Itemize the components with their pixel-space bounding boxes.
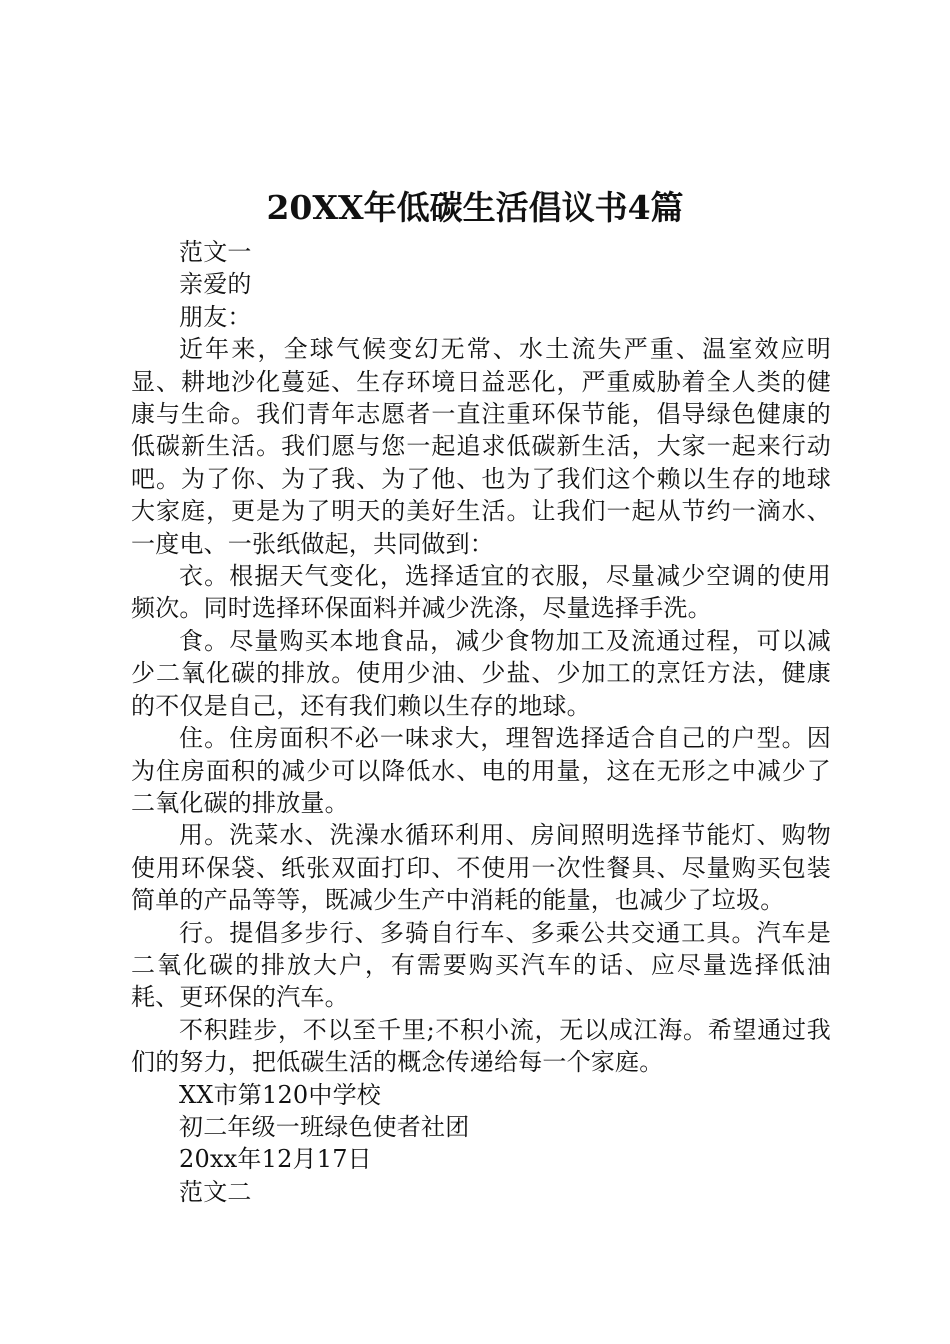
- paragraph-usage: 用。洗菜水、洗澡水循环利用、房间照明选择节能灯、购物使用环保袋、纸张双面打印、不使用一次性餐具、尽量购买包装简单的产品等等，既减少生产中消耗的能量，也减少了垃圾。: [131, 821, 831, 915]
- paragraph-housing: 住。住房面积不必一味求大，理智选择适合自己的户型。因为住房面积的减少可以降低水、电的用量，这在无形之中减少了二氧化碳的排放量。: [131, 724, 831, 817]
- paragraph-closing: 不积跬步，不以至千里;不积小流，无以成江海。希望通过我们的努力，把低碳生活的概念传递给每一个家庭。: [131, 1015, 831, 1077]
- paragraph-food: 食。尽量购买本地食品，减少食物加工及流通过程，可以减少二氧化碳的排放。使用少油、少盐、少加工的烹饪方法，健康的不仅是自己，还有我们赖以生存的地球。: [131, 626, 831, 720]
- paragraph-intro: 近年来，全球气候变幻无常、水土流失严重、温室效应明显、耕地沙化蔓延、生存环境日益恶化，严重威胁着全人类的健康与生命。我们青年志愿者一直注重环保节能，倡导绿色健康的低碳新生活。我们愿与您一起追求低碳新生活，大家一起来行动吧。为了你、为了我、为了他、也为了我们这个赖以生存的地球大家庭，更是为了明天的美好生活。让我们一起从节约一滴水、一度电、一张纸做起，共同做到：: [131, 335, 831, 558]
- paragraph-clothing: 衣。根据天气变化，选择适宜的衣服，尽量减少空调的使用频次。同时选择环保面料并减少洗涤，尽量选择手洗。: [131, 562, 831, 623]
- document-body: [131, 236, 831, 1208]
- signature-club: 初二年级一班绿色使者社团: [179, 1112, 470, 1141]
- signature-date: 20xx年12月17日: [179, 1145, 372, 1174]
- document-title: 20XX年低碳生活倡议书4篇: [266, 188, 684, 227]
- paragraph-travel: 行。提倡多步行、多骑自行车、多乘公共交通工具。汽车是二氧化碳的排放大户，有需要购买汽车的话、应尽量选择低油耗、更环保的汽车。: [131, 918, 831, 1012]
- signature-school: XX市第120中学校: [179, 1080, 381, 1109]
- salutation-line-1: 亲爱的: [179, 270, 252, 299]
- section-heading: 范文一: [179, 238, 252, 266]
- section-heading-2: 范文二: [179, 1177, 252, 1206]
- salutation-line-2: 朋友：: [179, 302, 252, 331]
